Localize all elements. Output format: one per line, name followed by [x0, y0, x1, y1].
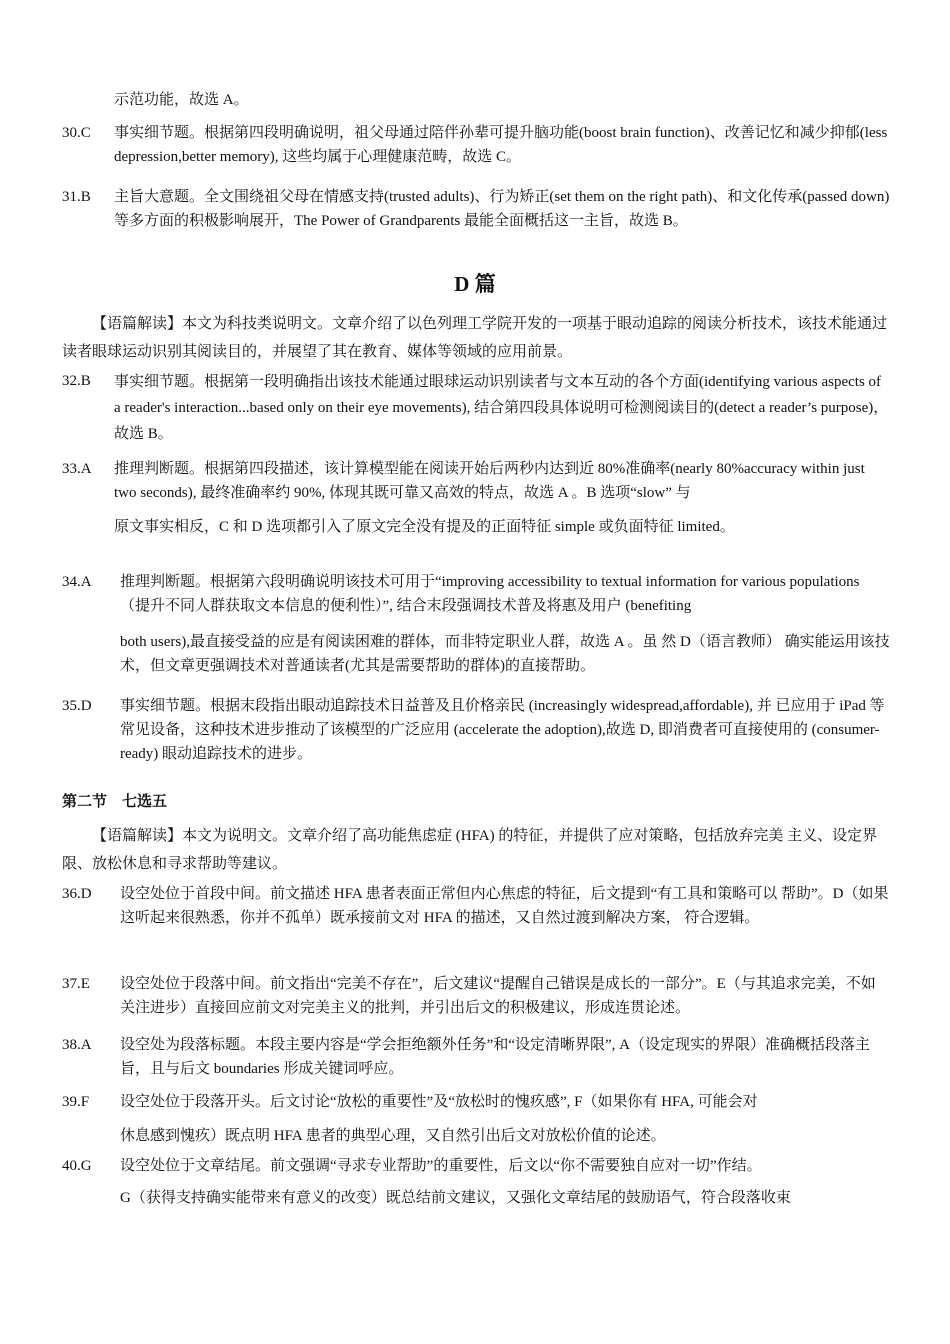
answer-explanation: 事实细节题。根据第四段明确说明，祖父母通过陪伴孙辈可提升脑功能(boost brain function)、改善记忆和减少抑郁(less depression,better memory), 这些均属于心理健康范畴，故选 C。: [114, 125, 888, 165]
answer-item-37: [62, 972, 890, 1020]
section-d-title: D 篇: [454, 272, 496, 296]
answer-explanation: 设空处位于文章结尾。前文强调“寻求专业帮助”的重要性，后文以“你不需要独自应对一切”作结。: [120, 1158, 762, 1174]
answer-number: 36.D: [62, 886, 92, 902]
answer-item-33: [62, 457, 890, 539]
answer-explanation: 推理判断题。根据第四段描述，该计算模型能在阅读开始后两秒内达到近 80%准确率(nearly 80%accuracy within just two seconds), 最终准确率约 90%, 体现其既可靠又高效的特点，故选 A 。B 选项“slow” 与: [114, 461, 865, 501]
answer-item-34: [62, 570, 890, 678]
answer-explanation: 设空处为段落标题。本段主要内容是“学会拒绝额外任务”和“设定清晰界限”, A（设定现实的界限）准确概括段落主旨，且与后文 boundaries 形成关键词呼应。: [120, 1037, 870, 1077]
answer-number: 39.F: [62, 1094, 90, 1110]
answer-item-32: [62, 369, 890, 447]
answer-number: 37.E: [62, 976, 90, 992]
answer-explanation: 推理判断题。根据第六段明确说明该技术可用于“improving accessibility to textual information for various populations （提升不同人群获取文本信息的便利性）”, 结合末段强调技术普及将惠及用户 (benefiting: [120, 574, 860, 614]
answer-item-31: [62, 185, 890, 233]
answer-number: 38.A: [62, 1037, 92, 1053]
answer-number: 32.B: [62, 373, 91, 389]
answer-item-38: [62, 1033, 890, 1081]
answer-explanation: 设空处位于段落开头。后文讨论“放松的重要性”及“放松时的愧疚感”, F（如果你有 HFA, 可能会对: [120, 1094, 758, 1110]
answer-number: 40.G: [62, 1158, 92, 1174]
previous-answer-tail: 示范功能，故选 A。: [114, 92, 249, 108]
answer-explanation-continued: G（获得支持确实能带来有意义的改变）既总结前文建议，又强化文章结尾的鼓励语气，符合段落收束: [120, 1190, 791, 1206]
section-d-intro: 【语篇解读】本文为科技类说明文。文章介绍了以色列理工学院开发的一项基于眼动追踪的阅读分析技术，该技术能通过读者眼球运动识别其阅读目的，并展望了其在教育、媒体等领域的应用前景。: [62, 316, 888, 360]
answer-item-36: [62, 882, 890, 930]
answer-item-30: [62, 121, 890, 169]
section-2-intro: 【语篇解读】本文为说明文。文章介绍了高功能焦虑症 (HFA) 的特征，并提供了应对策略，包括放弃完美 主义、设定界限、放松休息和寻求帮助等建议。: [62, 828, 878, 872]
answer-explanation: 主旨大意题。全文围绕祖父母在情感支持(trusted adults)、行为矫正(set them on the right path)、和文化传承(passed down)等多方面的积极影响展开，The Power of Grandparents 最能全面概括这一主旨，故选 B。: [114, 189, 890, 229]
answer-explanation-continued: both users),最直接受益的应是有阅读困难的群体，而非特定职业人群，故选 A 。虽 然 D（语言教师） 确实能运用该技术，但文章更强调技术对普通读者(尤其是需要帮助的群体)的直接帮助。: [120, 634, 890, 674]
answer-number: 30.C: [62, 125, 91, 141]
answer-explanation: 事实细节题。根据末段指出眼动追踪技术日益普及且价格亲民 (increasingly widespread,affordable), 并 已应用于 iPad 等常见设备，这种技术进步推动了该模型的广泛应用 (accelerate the adoption),故选 D, 即消费者可直接使用的 (consumer-ready) 眼动追踪技术的进步。: [120, 698, 885, 762]
answer-item-35: [62, 694, 890, 766]
answer-explanation-continued: 休息感到愧疚）既点明 HFA 患者的典型心理，又自然引出后文对放松价值的论述。: [120, 1128, 666, 1144]
answer-explanation: 设空处位于段落中间。前文指出“完美不存在”，后文建议“提醒自己错误是成长的一部分”。E（与其追求完美，不如关注进步）直接回应前文对完美主义的批判，并引出后文的积极建议，形成连贯论述。: [120, 976, 876, 1016]
answer-number: 35.D: [62, 698, 92, 714]
section-2-title: 第二节 七选五: [62, 794, 168, 810]
answer-number: 31.B: [62, 189, 91, 205]
answer-explanation: 设空处位于首段中间。前文描述 HFA 患者表面正常但内心焦虑的特征，后文提到“有工具和策略可以 帮助”。D（如果这听起来很熟悉，你并不孤单）既承接前文对 HFA 的描述，又自然过渡到解决方案， 符合逻辑。: [120, 886, 889, 926]
answer-number: 34.A: [62, 574, 92, 590]
answer-explanation-continued: 原文事实相反，C 和 D 选项都引入了原文完全没有提及的正面特征 simple 或负面特征 limited。: [114, 519, 735, 535]
answer-number: 33.A: [62, 461, 92, 477]
answer-item-39: [62, 1090, 890, 1148]
answer-item-40: [62, 1154, 890, 1210]
answer-explanation: 事实细节题。根据第一段明确指出该技术能通过眼球运动识别读者与文本互动的各个方面(identifying various aspects of a reader's interaction...based only on their eye movements), 结合第四段具体说明可检测阅读目的(detect a reader’s purpose)， 故选 B。: [114, 374, 889, 442]
